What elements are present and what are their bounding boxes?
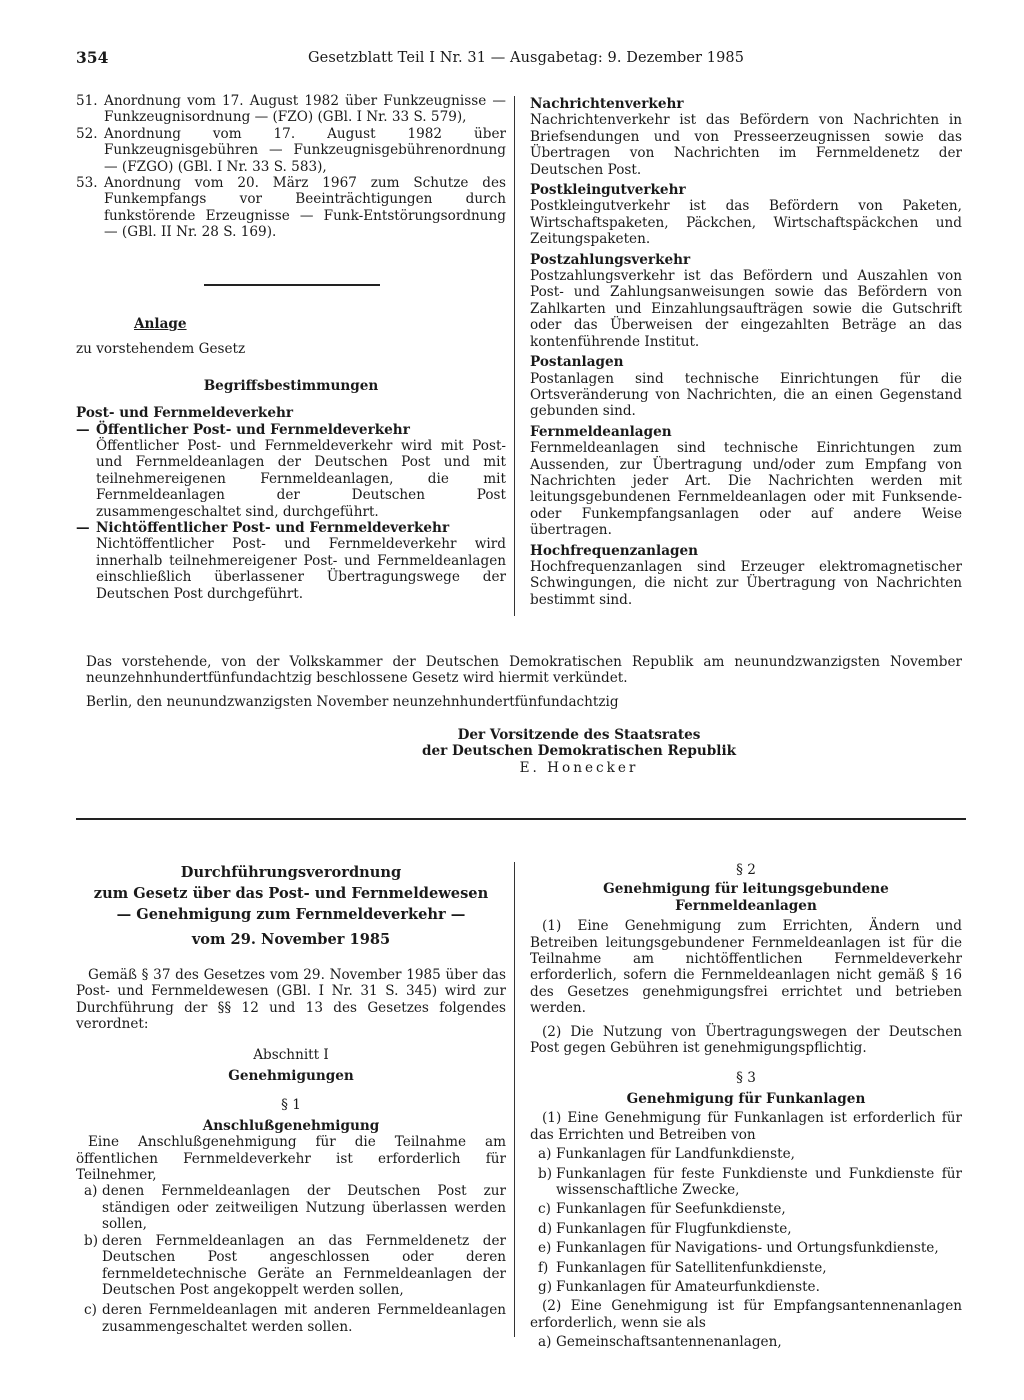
definition bbox=[530, 96, 962, 178]
list-item bbox=[76, 1183, 506, 1232]
begriffs-title: Begriffsbestimmungen bbox=[203, 377, 379, 394]
definition bbox=[530, 252, 962, 350]
list-item bbox=[530, 1146, 962, 1162]
item-letter: d) bbox=[538, 1220, 553, 1237]
closing-date: Berlin, den neunundzwanzigsten November neunzehnhundertfünfundachtzig bbox=[86, 693, 619, 710]
paragraph-text: Eine Anschlußgenehmigung für die Teilnahme am öffentlichen Fernmeldeverkehr ist erforderlich für Teilnehmer, bbox=[76, 1134, 506, 1184]
paragraph-text: (2) Die Nutzung von Übertragungswegen der Deutschen Post gegen Gebühren ist genehmigungspflichtig. bbox=[530, 1023, 962, 1057]
title-line: zum Gesetz über das Post- und Fernmeldewesen bbox=[93, 885, 489, 902]
left-top-column bbox=[76, 93, 506, 241]
signature-block bbox=[86, 727, 962, 776]
right-bottom-column bbox=[530, 862, 962, 1351]
right-top-column bbox=[530, 96, 962, 608]
dash-mark: — bbox=[76, 520, 90, 537]
item-letter: g) bbox=[538, 1278, 553, 1295]
item-number: 53. bbox=[76, 175, 98, 192]
page-number: 354 bbox=[76, 48, 109, 67]
letter-list bbox=[530, 1146, 962, 1295]
list-item bbox=[76, 175, 506, 241]
item-text: deren Fernmeldeanlagen an das Fernmeldenetz der Deutschen Post angeschlossen oder deren fernmeldetechnische Geräte an Fernmeldeanlagen der Deutschen Post angekoppelt werden sollen, bbox=[102, 1232, 506, 1298]
item-text: Funkanlagen für feste Funkdienste und Funkdienste für wissenschaftliche Zwecke, bbox=[556, 1165, 962, 1198]
item-letter: f) bbox=[538, 1259, 549, 1276]
anlage-title: Anlage bbox=[134, 316, 187, 332]
list-item bbox=[76, 126, 506, 175]
definition bbox=[530, 424, 962, 539]
header-title: Gesetzblatt Teil I Nr. 31 — Ausgabetag: 9. Dezember 1985 bbox=[308, 50, 745, 66]
column-separator bbox=[514, 96, 515, 616]
list-item bbox=[530, 1166, 962, 1199]
left-bottom-column bbox=[76, 862, 506, 1335]
item-text: Funkanlagen für Amateurfunkdienste. bbox=[556, 1278, 820, 1295]
title-date: vom 29. November 1985 bbox=[191, 931, 391, 948]
item-number: 52. bbox=[76, 125, 98, 142]
paragraph-title: Anschlußgenehmigung bbox=[202, 1117, 380, 1134]
definition-body: Postanlagen sind technische Einrichtungen für die Ortsveränderung von Nachrichten, die an einen Gegenstand gebunden sind. bbox=[530, 370, 962, 420]
paragraph-text: (1) Eine Genehmigung zum Errichten, Ändern und Betreiben leitungsgebundener Fernmeldeanlagen ist für die Teilnahme am nichtöffentlichen Fernmeldeverkehr erforderlich, sofern die Fernmeldeanlagen nicht gemäß § 16 des Gesetzes genehmigungsfrei errichtet und betrieben werden. bbox=[530, 918, 962, 1017]
definition-body: Hochfrequenzanlagen sind Erzeuger elektromagnetischer Schwingungen, die nicht zur Übertragung von Nachrichten bestimmt sind. bbox=[530, 558, 962, 608]
item-text: Funkanlagen für Satellitenfunkdienste, bbox=[556, 1259, 827, 1276]
definition-heading: Hochfrequenzanlagen bbox=[530, 542, 699, 559]
intro-paragraph: Gemäß § 37 des Gesetzes vom 29. November 1985 über das Post- und Fernmeldewesen (GBl. I Nr. 31 S. 345) wird zur Durchführung der §§ 12 und 13 des Gesetzes folgendes verordnet: bbox=[76, 967, 506, 1033]
item-text: Anordnung vom 20. März 1967 zum Schutze des Funkempfangs vor Beeinträchtigungen durch funkstörende Erzeugnisse — Funk-Entstörungsordnung — (GBl. II Nr. 28 S. 169). bbox=[104, 175, 506, 241]
list-item bbox=[530, 1201, 962, 1217]
item-letter: e) bbox=[538, 1240, 552, 1257]
item-text: Anordnung vom 17. August 1982 über Funkzeugnisse — Funkzeugnisordnung — (FZO) (GBl. I Nr. 33 S. 579), bbox=[104, 93, 506, 126]
paragraph-number: § 3 bbox=[736, 1070, 756, 1087]
item-text: deren Fernmeldeanlagen mit anderen Fernmeldeanlagen zusammengeschaltet werden sollen. bbox=[102, 1302, 506, 1335]
item-letter: c) bbox=[84, 1302, 97, 1319]
list-item bbox=[530, 1221, 962, 1237]
anlage-block bbox=[76, 316, 506, 602]
anlage-subtitle: zu vorstehendem Gesetz bbox=[76, 341, 246, 358]
dash-heading-text: Öffentlicher Post- und Fernmeldeverkehr bbox=[96, 421, 410, 438]
item-text: Gemeinschaftsantennenanlagen, bbox=[556, 1334, 782, 1351]
item-text: Anordnung vom 17. August 1982 über Funkzeugnisgebühren — Funkzeugnisgebührenordnung — (FZGO) (GBl. I Nr. 33 S. 583), bbox=[104, 125, 506, 175]
item-text: Funkanlagen für Navigations- und Ortungsfunkdienste, bbox=[556, 1240, 939, 1257]
list-item bbox=[530, 1240, 962, 1256]
letter-list bbox=[76, 1183, 506, 1335]
dash-body-private: Nichtöffentlicher Post- und Fernmeldeverkehr wird innerhalb teilnehmereigener Post- und Fernmeldeanlagen einschließlich überlassener Übertragungswege der Deutschen Post durchgeführt. bbox=[96, 536, 506, 602]
paragraph-number: § 1 bbox=[281, 1097, 301, 1114]
list-item bbox=[76, 1302, 506, 1335]
list-item bbox=[76, 1233, 506, 1299]
paragraph-number: § 2 bbox=[736, 862, 756, 878]
item-text: Funkanlagen für Flugfunkdienste, bbox=[556, 1220, 792, 1237]
letter-list bbox=[530, 1334, 962, 1350]
definition-heading: Fernmeldeanlagen bbox=[530, 423, 672, 440]
numbered-list bbox=[76, 93, 506, 241]
list-item bbox=[76, 93, 506, 126]
dash-body-public: Öffentlicher Post- und Fernmeldeverkehr wird mit Post- und Fernmeldeanlagen der Deutschen Post und mit teilnehmereigenen Fernmeldeanlagen, die mit Fernmeldeanlagen der Deutschen Post zusammengeschaltet sind, durchgeführt. bbox=[96, 438, 506, 520]
item-text: Funkanlagen für Seefunkdienste, bbox=[556, 1201, 786, 1218]
abschnitt-number: Abschnitt I bbox=[253, 1046, 329, 1063]
signature-line-2: der Deutschen Demokratischen Republik bbox=[421, 743, 737, 760]
definition bbox=[530, 354, 962, 420]
item-letter: a) bbox=[538, 1146, 552, 1163]
closing-paragraph: Das vorstehende, von der Volkskammer der Deutschen Demokratischen Republik am neunundzwanzigsten November neunzehnhundertfünfundachtzig beschlossene Gesetz wird hiermit verkündet. bbox=[86, 654, 962, 687]
list-item bbox=[530, 1334, 962, 1350]
item-letter: b) bbox=[538, 1165, 553, 1182]
definition-body: Postkleingutverkehr ist das Befördern von Paketen, Wirtschaftspaketen, Päckchen, Wirtschaftspäckchen und Zeitungspaketen. bbox=[530, 198, 962, 248]
dash-mark: — bbox=[76, 421, 90, 438]
paragraph-text: (2) Eine Genehmigung ist für Empfangsantennenanlagen erforderlich, wenn sie als bbox=[530, 1298, 962, 1331]
item-letter: a) bbox=[538, 1334, 552, 1351]
definition-heading: Postanlagen bbox=[530, 354, 624, 371]
definition-body: Fernmeldeanlagen sind technische Einrichtungen zum Aussenden, zur Übertragung und/oder zum Empfang von Nachrichten jeder Art. Die Nachrichten werden mit leitungsgebundenen Fernmeldeanlagen oder mit Funksende- oder Funkempfangsanlagen oder auf andere Weise übertragen. bbox=[530, 440, 962, 539]
item-text: Funkanlagen für Landfunkdienste, bbox=[556, 1146, 795, 1163]
item-number: 51. bbox=[76, 93, 98, 109]
paragraph-text: (1) Eine Genehmigung für Funkanlagen ist erforderlich für das Errichten und Betreiben von bbox=[530, 1110, 962, 1143]
definition-heading: Postkleingutverkehr bbox=[530, 182, 686, 199]
definition-heading: Postzahlungsverkehr bbox=[530, 251, 691, 268]
ordinance-title bbox=[76, 862, 506, 950]
short-divider bbox=[204, 284, 380, 286]
signature-name: E. Honecker bbox=[519, 759, 639, 776]
item-letter: c) bbox=[538, 1201, 551, 1218]
dash-heading-public bbox=[76, 422, 506, 438]
definition bbox=[530, 182, 962, 248]
paragraph-title: Genehmigung für leitungsgebundene Fernmeldeanlagen bbox=[603, 881, 889, 914]
post-heading: Post- und Fernmeldeverkehr bbox=[76, 405, 294, 422]
section-divider bbox=[76, 818, 966, 820]
paragraph-title: Genehmigung für Funkanlagen bbox=[626, 1090, 866, 1107]
definition-body: Nachrichtenverkehr ist das Befördern von Nachrichten in Briefsendungen und von Presseerzeugnissen sowie das Übertragen von Nachrichten im Fernmeldenetz der Deutschen Post. bbox=[530, 112, 962, 178]
definition-body: Postzahlungsverkehr ist das Befördern und Auszahlen von Post- und Zahlungsanweisungen sowie das Befördern von Zahlkarten und Einzahlungsaufträgen sowie die Gutschrift oder das Überweisen der eingezahlten Beträge an das kontenführende Institut. bbox=[530, 268, 962, 350]
title-line: Durchführungsverordnung bbox=[180, 864, 402, 881]
dash-heading-private bbox=[76, 520, 506, 536]
item-text: denen Fernmeldeanlagen der Deutschen Post zur ständigen oder zeitweiligen Nutzung überlassen werden sollen, bbox=[102, 1183, 506, 1233]
column-separator bbox=[514, 862, 515, 1337]
definition bbox=[530, 543, 962, 609]
title-line: — Genehmigung zum Fernmeldeverkehr — bbox=[116, 906, 466, 923]
signature-line-1: Der Vorsitzende des Staatsrates bbox=[457, 727, 701, 743]
closing-block bbox=[86, 654, 962, 710]
item-letter: b) bbox=[84, 1232, 99, 1249]
abschnitt-title: Genehmigungen bbox=[228, 1068, 354, 1085]
definition-heading: Nachrichtenverkehr bbox=[530, 96, 684, 112]
dash-heading-text: Nichtöffentlicher Post- und Fernmeldeverkehr bbox=[96, 520, 450, 537]
list-item bbox=[530, 1279, 962, 1295]
list-item bbox=[530, 1260, 962, 1276]
item-letter: a) bbox=[84, 1183, 98, 1200]
